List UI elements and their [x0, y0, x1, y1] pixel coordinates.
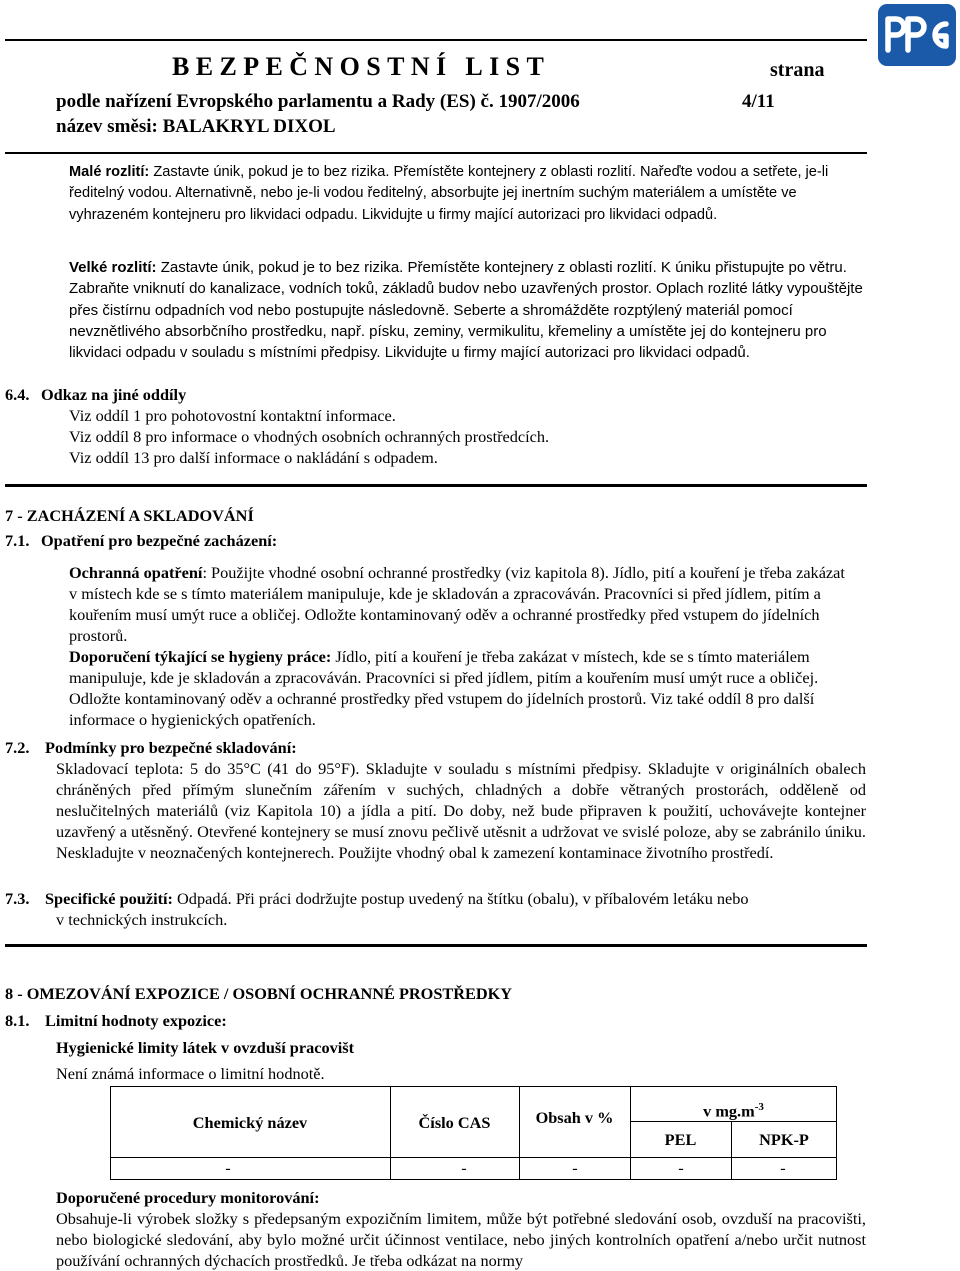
monitoring-text: Obsahuje-li výrobek složky s předepsaným expozičním limitem, může být potřebné sledování osob, ovzduší na pracovišti, nebo biologické sledování, aby bylo možné určit účinnost ventilace, nebo jiných kontrolních opatření a/nebo určit nutnost používání ochranných dýchacích prostředků. Je třeba odkázat na normy [56, 1209, 866, 1270]
section-7-rule [5, 484, 867, 487]
specific-use-text: Odpadá. Při práci dodržujte postup uvedený na štítku (obalu), v příbalovém letáku nebo [172, 889, 749, 908]
table-bottom-border [110, 1179, 837, 1180]
protective-measures-label: Ochranná opatření [69, 563, 203, 582]
document-title: BEZPEČNOSTNÍ LIST [172, 52, 551, 81]
col-unit-exponent: -3 [754, 1101, 764, 1113]
table-top-border [110, 1086, 837, 1087]
large-spill-block [69, 257, 866, 363]
col-unit-text: v mg.m [703, 1101, 755, 1121]
ppg-logo [878, 4, 956, 66]
table-cell: - [225, 1158, 231, 1177]
section-6-4-number: 6.4. [5, 385, 30, 404]
hygiene-label: Doporučení týkající se hygieny práce: [69, 647, 332, 666]
section-7-2-number: 7.2. [5, 738, 30, 757]
col-content-percent: Obsah v % [535, 1108, 614, 1127]
protective-measures-block [69, 562, 849, 730]
regulation-reference: podle nařízení Evropského parlamentu a Rady (ES) č. 1907/2006 [56, 91, 580, 112]
protective-measures-text: : Použijte vhodné osobní ochranné prostředky (viz kapitola 8). Jídlo, pití a kouření je třeba zakázat v místech kde se s tímto materiálem manipuluje, kde je skladován a zpracováván. Pracovníci si před jídlem, pitím a kouřením musí umýt ruce a obličej. Odložte kontaminovaný oděv a ochranné prostředky před vstupem do jídelních prostorů. [69, 563, 845, 645]
small-spill-text: Zastavte únik, pokud je to bez rizika. Přemístěte kontejnery z oblasti rozlití. Nařeďte vodou a setřete, je-li ředitelný vodou. Alternativně, nebo je-li vodou ředitelný, absorbujte jej inertním suchým materiálem a umístěte ve vyhrazeném kontejneru pro likvidaci odpadu. Likvidujte u firmy mající autorizaci pro likvidaci odpadů. [69, 164, 829, 223]
small-spill-block [69, 162, 866, 226]
table-cell: - [572, 1158, 578, 1177]
table-col-divider [390, 1086, 391, 1180]
page-number: 4/11 [742, 91, 775, 112]
section-7-3-number: 7.3. [5, 889, 30, 908]
page-label: strana [770, 59, 825, 81]
hygiene-limits-title: Hygienické limity látek v ovzduší pracovišt [56, 1038, 355, 1057]
col-cas-number: Číslo CAS [418, 1113, 491, 1132]
ref-line-3: Viz oddíl 13 pro další informace o nakládání s odpadem. [69, 448, 438, 467]
specific-use-line [45, 888, 749, 909]
col-npk-p: NPK-P [759, 1130, 809, 1149]
table-cell: - [461, 1158, 467, 1177]
monitoring-title: Doporučené procedury monitorování: [56, 1188, 320, 1207]
section-8-1-title: Limitní hodnoty expozice: [45, 1011, 227, 1030]
section-7-2-title: Podmínky pro bezpečné skladování: [45, 738, 297, 757]
col-pel: PEL [664, 1130, 697, 1149]
section-7-heading: 7 - ZACHÁZENÍ A SKLADOVÁNÍ [5, 506, 254, 525]
small-spill-label: Malé rozlití: [69, 164, 150, 180]
table-cell: - [678, 1158, 684, 1177]
section-8-rule [5, 944, 867, 947]
large-spill-text: Zastavte únik, pokud je to bez rizika. Přemístěte kontejnery z oblasti rozlití. K úniku přistupujte po větru. Zabraňte vniknutí do kanalizace, vodních toků, základů budov nebo uzavřených prostor. Oplach rozlité látky vypouštějte přes čistírnu odpadních vod nebo postupujte následovně. Seberte a shromážděte rozptýlený materiál pomocí nevznětlivého absorbčního prostředku, např. písku, zeminy, vermikulitu, křemeliny a umístěte jej do kontejneru pro likvidaci odpadu v souladu s místními předpisy. Likvidujte u firmy mající autorizaci pro likvidaci odpadů. [69, 259, 863, 362]
ref-line-2: Viz oddíl 8 pro informace o vhodných osobních ochranných prostředcích. [69, 427, 550, 446]
table-cell: - [780, 1158, 786, 1177]
large-spill-label: Velké rozlití: [69, 259, 157, 276]
section-8-1-number: 8.1. [5, 1011, 30, 1030]
mixture-name: název směsi: BALAKRYL DIXOL [56, 116, 336, 137]
header-bottom-rule [5, 152, 867, 154]
section-7-3-title: Specifické použití: [45, 889, 173, 908]
no-limit-info: Není známá informace o limitní hodnotě. [56, 1064, 325, 1083]
exposure-limits-table [110, 1086, 837, 1180]
table-left-border [110, 1086, 111, 1180]
table-col-divider [519, 1086, 520, 1180]
col-unit [630, 1097, 837, 1121]
hygiene-text: Jídlo, pití a kouření je třeba zakázat v místech, kde se s tímto materiálem manipuluje, kde je skladován a zpracováván. Pracovníci si před jídlem, pitím a kouřením musí umýt ruce a obličej. Odložte kontaminovaný oděv a ochranné prostředky před vstupem do jídelních prostorů. Viz také oddíl 8 pro další informace o hygienických opatřeních. [69, 647, 819, 729]
ref-line-1: Viz oddíl 1 pro pohotovostní kontaktní informace. [69, 406, 396, 425]
section-7-1-title: Opatření pro bezpečné zacházení: [41, 531, 278, 550]
col-chemical-name: Chemický název [192, 1113, 308, 1132]
section-8-heading: 8 - OMEZOVÁNÍ EXPOZICE / OSOBNÍ OCHRANNÉ PROSTŘEDKY [5, 984, 513, 1003]
storage-conditions-text: Skladovací teplota: 5 do 35°C (41 do 95°F). Skladujte v souladu s místními předpisy. Skladujte v originálních obalech chráněných před přímým slunečním zářením v suchých, chladných a dobře větraných prostorách, odděleně od neslučitelných materiálů (viz Kapitola 10) a jídla a pití. Do doby, než bude připraven k použití, uchovávejte kontejner uzavřený a utěsněný. Otevřené kontejnery se musí znovu pečlivě utěsnit a udržovat ve svislé poloze, aby se zabránilo úniku. Neskladujte v neoznačených kontejnerech. Použijte vhodný obal k zamezení kontaminace životního prostředí. [56, 759, 866, 862]
specific-use-text-2: v technických instrukcích. [56, 910, 228, 929]
section-7-1-number: 7.1. [5, 531, 30, 550]
section-6-4-title: Odkaz na jiné oddíly [41, 385, 187, 404]
header-top-rule [5, 39, 867, 41]
